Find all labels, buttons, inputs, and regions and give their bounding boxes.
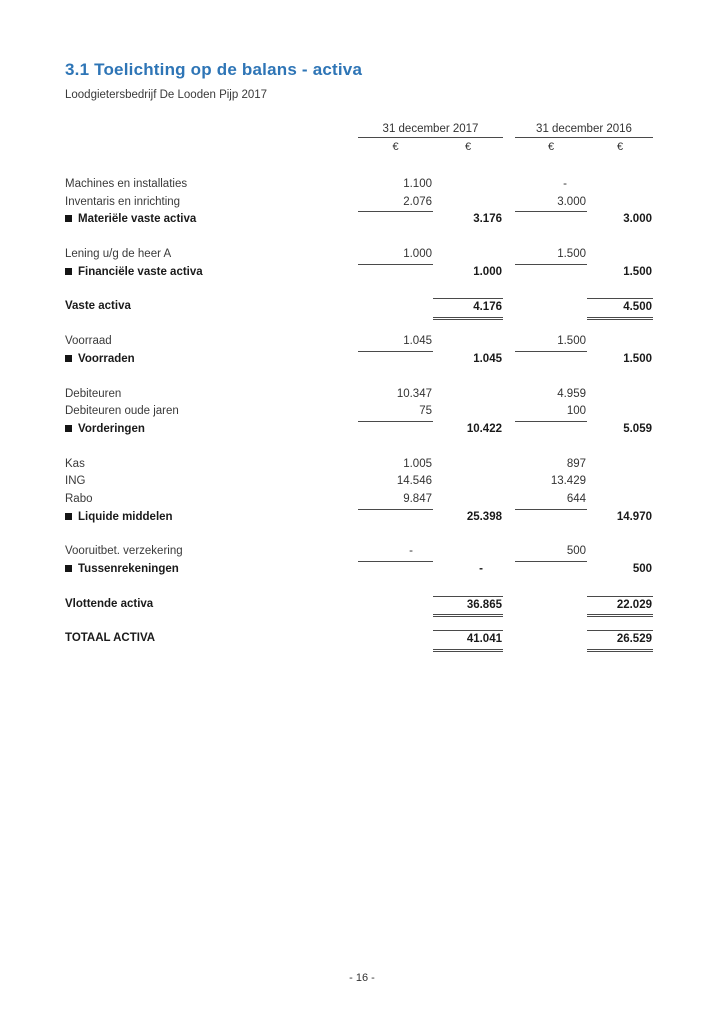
cell-c3-2016 bbox=[515, 509, 587, 527]
cell-c1-2017: 1.045 bbox=[358, 333, 433, 352]
row-label bbox=[65, 333, 358, 352]
column-header-2016: 31 december 2016 bbox=[515, 121, 653, 138]
cell-c2-2017 bbox=[433, 543, 503, 562]
row-label bbox=[65, 421, 358, 439]
table-row bbox=[65, 176, 653, 194]
cell-c4-2016: 1.500 bbox=[623, 265, 652, 278]
balance-table-body bbox=[65, 176, 653, 648]
cell-c4-2016 bbox=[587, 194, 653, 213]
currency-symbol: € bbox=[392, 141, 399, 153]
cell-c1-2017: 1.100 bbox=[403, 178, 432, 190]
currency-header-row bbox=[65, 138, 653, 158]
table-row bbox=[65, 456, 653, 474]
page-subtitle: Loodgietersbedrijf De Looden Pijp 2017 bbox=[65, 89, 268, 101]
row-label-text: ING bbox=[65, 475, 86, 488]
cell-c2-2017: 3.176 bbox=[473, 213, 502, 226]
table-row bbox=[65, 543, 653, 561]
cell-c2-2017 bbox=[433, 246, 503, 265]
cell-c3-2016 bbox=[515, 561, 587, 579]
row-label bbox=[65, 403, 358, 422]
row-label bbox=[65, 298, 358, 318]
table-row bbox=[65, 491, 653, 509]
cell-c3-2016: 100 bbox=[515, 403, 587, 422]
cell-c3-2016 bbox=[515, 264, 587, 282]
cell-c1-2017 bbox=[358, 561, 433, 579]
page-number: - 16 - bbox=[349, 972, 375, 984]
row-label bbox=[65, 246, 358, 265]
table-row bbox=[65, 351, 653, 369]
cell-c4-2016: 14.970 bbox=[616, 510, 652, 523]
cell-c3-2016 bbox=[515, 211, 587, 229]
row-label bbox=[65, 630, 358, 650]
table-spacer-row bbox=[65, 316, 653, 333]
square-bullet-icon bbox=[65, 513, 72, 520]
row-label bbox=[65, 509, 358, 527]
cell-c2-2017 bbox=[433, 491, 503, 510]
cell-c4-2016: 500 bbox=[632, 563, 652, 575]
table-row bbox=[65, 333, 653, 351]
cell-c1-2017 bbox=[358, 509, 433, 527]
row-label bbox=[65, 176, 358, 194]
table-row bbox=[65, 211, 653, 229]
row-label-text: Vorderingen bbox=[78, 422, 145, 435]
cell-c2-2017: - bbox=[479, 563, 483, 575]
table-row bbox=[65, 298, 653, 316]
table-row bbox=[65, 509, 653, 527]
cell-c4-2016 bbox=[587, 333, 653, 352]
square-bullet-icon bbox=[65, 355, 72, 362]
row-label bbox=[65, 194, 358, 213]
cell-c2-2017 bbox=[433, 386, 503, 404]
row-label bbox=[65, 473, 358, 491]
cell-c1-2017 bbox=[358, 421, 433, 439]
cell-c2-2017: 4.176 bbox=[433, 298, 503, 318]
table-row bbox=[65, 246, 653, 264]
cell-c3-2016 bbox=[515, 351, 587, 369]
cell-c3-2016: 1.500 bbox=[515, 246, 587, 265]
cell-c4-2016: 3.000 bbox=[623, 213, 652, 226]
cell-c1-2017 bbox=[358, 264, 433, 282]
cell-c3-2016 bbox=[515, 630, 587, 650]
row-label-text: Lening u/g de heer A bbox=[65, 248, 172, 261]
row-label bbox=[65, 596, 358, 616]
table-row bbox=[65, 386, 653, 404]
row-label bbox=[65, 491, 358, 510]
row-label-text: Inventaris en inrichting bbox=[65, 195, 181, 208]
table-row bbox=[65, 264, 653, 282]
cell-c3-2016: 3.000 bbox=[515, 194, 587, 213]
cell-c1-2017 bbox=[358, 298, 433, 318]
row-label-text: Voorraden bbox=[78, 352, 135, 365]
row-label-text: Materiële vaste activa bbox=[78, 213, 197, 226]
header-gap bbox=[65, 158, 653, 176]
cell-c2-2017: 41.041 bbox=[433, 630, 503, 650]
row-label bbox=[65, 211, 358, 229]
cell-c4-2016 bbox=[587, 456, 653, 474]
cell-c4-2016 bbox=[587, 386, 653, 404]
table-spacer-row bbox=[65, 369, 653, 386]
cell-c3-2016: 13.429 bbox=[550, 475, 586, 488]
cell-c3-2016: 644 bbox=[515, 491, 587, 510]
row-label-text: Vaste activa bbox=[65, 300, 131, 313]
cell-c1-2017 bbox=[358, 630, 433, 650]
cell-c1-2017 bbox=[358, 596, 433, 616]
cell-c4-2016 bbox=[587, 246, 653, 265]
row-label-text: Rabo bbox=[65, 492, 93, 505]
table-spacer-row bbox=[65, 229, 653, 246]
cell-c4-2016: 1.500 bbox=[623, 352, 652, 365]
cell-c4-2016 bbox=[587, 491, 653, 510]
currency-symbol: € bbox=[616, 141, 624, 153]
square-bullet-icon bbox=[65, 565, 72, 572]
cell-c2-2017 bbox=[433, 403, 503, 422]
cell-c1-2017 bbox=[358, 211, 433, 229]
cell-c2-2017: 36.865 bbox=[433, 596, 503, 616]
row-label-text: Voorraad bbox=[65, 335, 112, 348]
cell-c2-2017: 1.045 bbox=[473, 352, 502, 365]
row-label bbox=[65, 264, 358, 282]
row-label bbox=[65, 386, 358, 404]
row-label-text: Financiële vaste activa bbox=[78, 265, 203, 278]
cell-c4-2016: 22.029 bbox=[587, 596, 653, 616]
cell-c3-2016: - bbox=[563, 178, 567, 190]
table-row bbox=[65, 596, 653, 614]
cell-c3-2016 bbox=[515, 421, 587, 439]
table-header-row bbox=[65, 121, 653, 138]
cell-c3-2016: 897 bbox=[566, 457, 586, 470]
cell-c4-2016: 26.529 bbox=[587, 630, 653, 650]
cell-c4-2016 bbox=[587, 473, 653, 491]
row-label-text: Debiteuren bbox=[65, 387, 122, 400]
table-spacer-row bbox=[65, 613, 653, 630]
currency-symbol: € bbox=[547, 141, 555, 153]
cell-c2-2017 bbox=[433, 456, 503, 474]
cell-c2-2017 bbox=[433, 473, 503, 491]
table-row bbox=[65, 194, 653, 212]
table-spacer-row bbox=[65, 439, 653, 456]
cell-c1-2017: 14.546 bbox=[396, 475, 432, 488]
column-header-2017: 31 december 2017 bbox=[358, 121, 503, 138]
cell-c2-2017: 1.000 bbox=[473, 265, 502, 278]
cell-c2-2017 bbox=[433, 333, 503, 352]
table-row bbox=[65, 473, 653, 491]
page-title: 3.1 Toelichting op de balans - activa bbox=[65, 60, 363, 79]
row-label bbox=[65, 543, 358, 562]
cell-c2-2017: 10.422 bbox=[466, 422, 502, 435]
row-label-text: TOTAAL ACTIVA bbox=[65, 632, 156, 645]
cell-c4-2016 bbox=[587, 403, 653, 422]
cell-c2-2017 bbox=[433, 194, 503, 213]
table-row bbox=[65, 421, 653, 439]
cell-c1-2017: 10.347 bbox=[396, 387, 432, 400]
cell-c3-2016 bbox=[515, 298, 587, 318]
row-label-text: Machines en installaties bbox=[65, 178, 188, 190]
cell-c1-2017 bbox=[358, 351, 433, 369]
cell-c3-2016 bbox=[515, 596, 587, 616]
cell-c1-2017: 1.000 bbox=[358, 246, 433, 265]
cell-c2-2017 bbox=[433, 176, 503, 194]
table-spacer-row bbox=[65, 526, 653, 543]
row-label-text: Liquide middelen bbox=[78, 510, 173, 523]
cell-c3-2016: 1.500 bbox=[515, 333, 587, 352]
row-label-text: Kas bbox=[65, 457, 85, 470]
table-spacer-row bbox=[65, 579, 653, 596]
row-label-text: Vooruitbet. verzekering bbox=[65, 545, 183, 558]
balance-table bbox=[65, 121, 653, 648]
cell-c1-2017: 2.076 bbox=[358, 194, 433, 213]
cell-c3-2016: 4.959 bbox=[557, 387, 586, 400]
cell-c4-2016 bbox=[587, 176, 653, 194]
row-label-text: Debiteuren oude jaren bbox=[65, 405, 179, 418]
square-bullet-icon bbox=[65, 215, 72, 222]
table-spacer-row bbox=[65, 281, 653, 298]
cell-c1-2017: 75 bbox=[358, 403, 433, 422]
row-label bbox=[65, 351, 358, 369]
square-bullet-icon bbox=[65, 425, 72, 432]
currency-symbol: € bbox=[464, 141, 472, 153]
table-row bbox=[65, 561, 653, 579]
cell-c1-2017: 1.005 bbox=[403, 457, 432, 470]
table-row bbox=[65, 403, 653, 421]
cell-c4-2016: 4.500 bbox=[587, 298, 653, 318]
row-label bbox=[65, 456, 358, 474]
table-row bbox=[65, 630, 653, 648]
cell-c2-2017: 25.398 bbox=[466, 510, 502, 523]
cell-c3-2016: 500 bbox=[515, 543, 587, 562]
cell-c1-2017: - bbox=[358, 543, 433, 562]
row-label-text: Tussenrekeningen bbox=[78, 563, 179, 575]
square-bullet-icon bbox=[65, 268, 72, 275]
row-label-text: Vlottende activa bbox=[65, 597, 154, 610]
row-label bbox=[65, 561, 358, 579]
cell-c4-2016: 5.059 bbox=[623, 422, 652, 435]
cell-c1-2017: 9.847 bbox=[358, 491, 433, 510]
cell-c4-2016 bbox=[587, 543, 653, 562]
